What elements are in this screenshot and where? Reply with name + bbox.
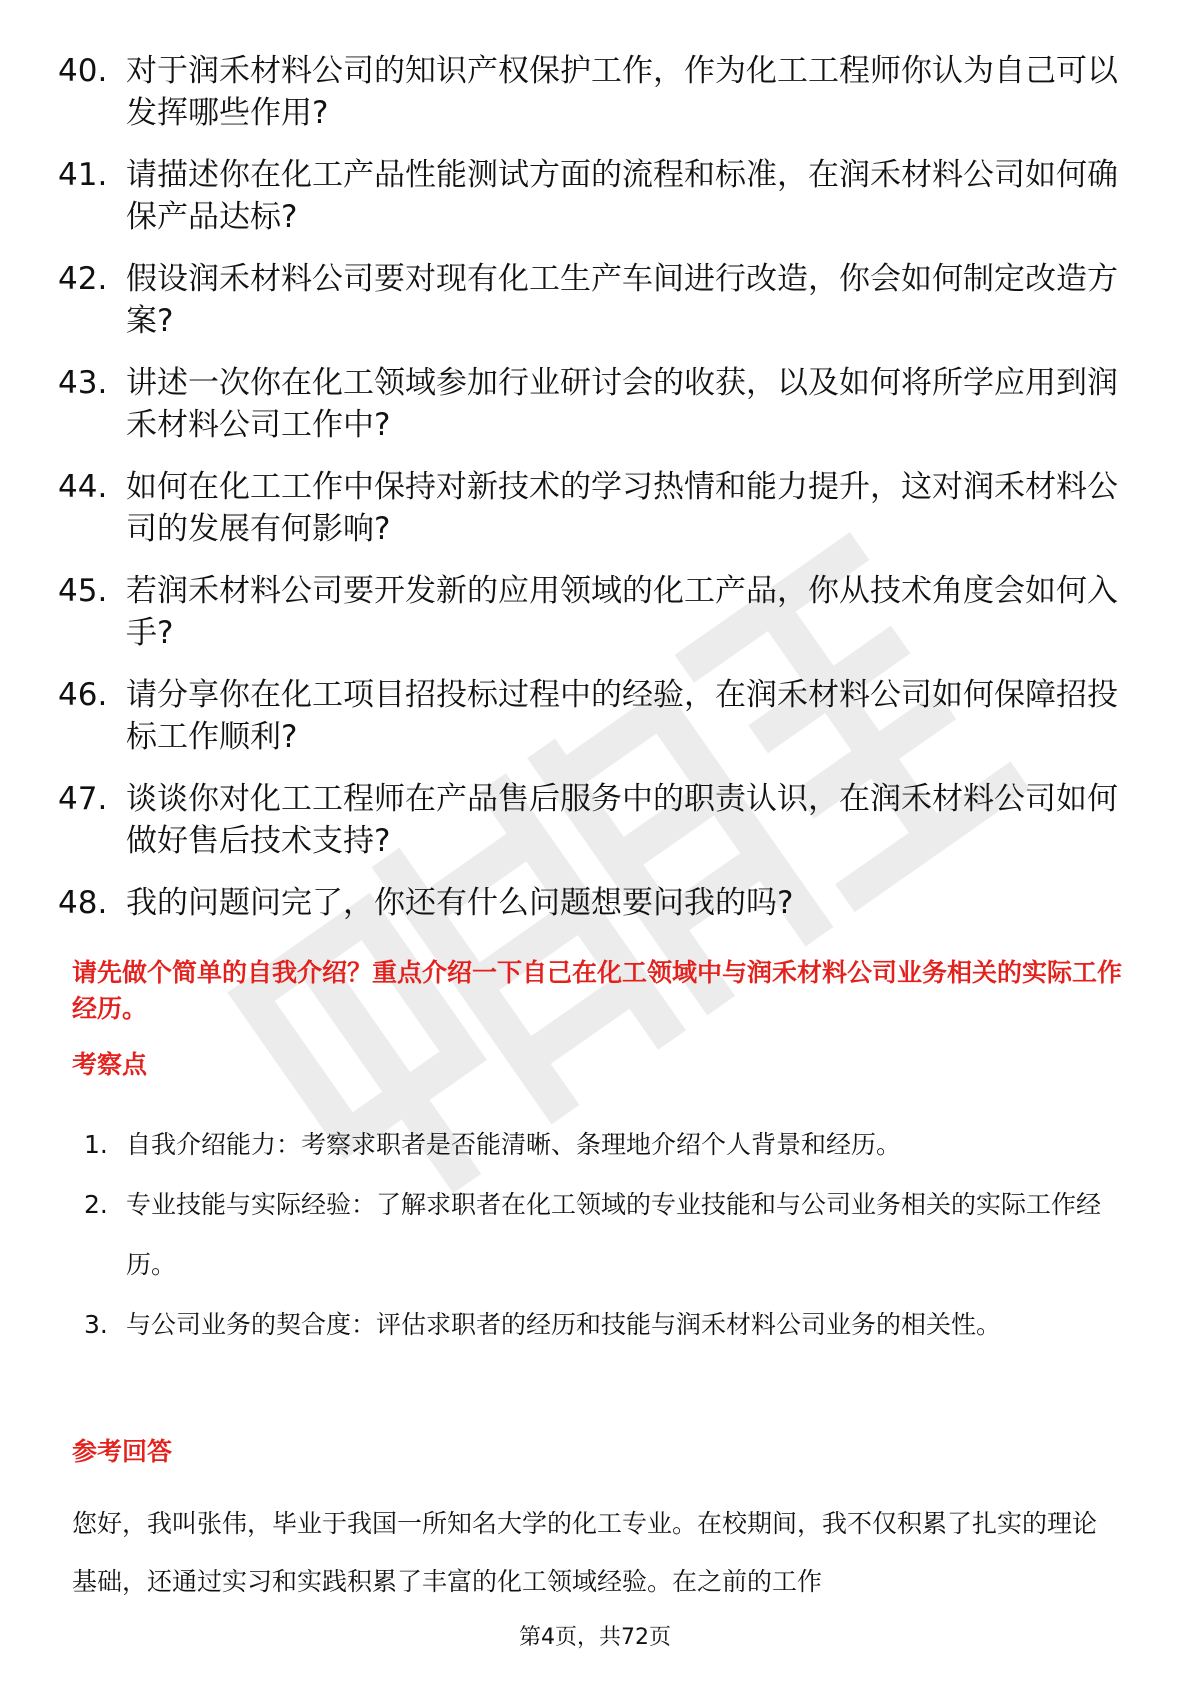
question-number: 40. bbox=[58, 53, 108, 89]
question-text: 对于润禾材料公司的知识产权保护工作，作为化工工程师你认为自己可以发挥哪些作用? bbox=[126, 53, 1118, 131]
question-number: 43. bbox=[58, 365, 108, 401]
point-item bbox=[84, 1295, 1124, 1355]
question-number: 47. bbox=[58, 781, 108, 817]
question-number: 42. bbox=[58, 261, 108, 297]
question-item bbox=[58, 50, 1118, 134]
question-number: 41. bbox=[58, 157, 108, 193]
question-item bbox=[58, 258, 1118, 342]
point-number: 1. bbox=[84, 1130, 108, 1159]
answer-paragraph: 您好，我叫张伟，毕业于我国一所知名大学的化工专业。在校期间，我不仅积累了扎实的理论基础，还通过实习和实践积累了丰富的化工领域经验。在之前的工作 bbox=[72, 1509, 1098, 1596]
question-item bbox=[58, 882, 1118, 924]
point-item bbox=[84, 1115, 1124, 1175]
question-text: 假设润禾材料公司要对现有化工生产车间进行改造，你会如何制定改造方案? bbox=[126, 261, 1118, 339]
points-list bbox=[84, 1115, 1124, 1355]
question-item bbox=[58, 570, 1118, 654]
point-text: 与公司业务的契合度：评估求职者的经历和技能与润禾材料公司业务的相关性。 bbox=[126, 1310, 1002, 1339]
page-footer: 第4页，共72页 bbox=[519, 1625, 671, 1650]
point-number: 2. bbox=[84, 1190, 108, 1219]
points-heading: 考察点 bbox=[72, 1050, 148, 1079]
point-text: 专业技能与实际经验：了解求职者在化工领域的专业技能和与公司业务相关的实际工作经历。 bbox=[126, 1190, 1102, 1279]
question-text: 若润禾材料公司要开发新的应用领域的化工产品，你从技术角度会如何入手? bbox=[126, 573, 1118, 651]
question-list bbox=[58, 50, 1118, 944]
question-text: 讲述一次你在化工领域参加行业研讨会的收获，以及如何将所学应用到润禾材料公司工作中? bbox=[126, 365, 1118, 443]
featured-question: 请先做个简单的自我介绍？重点介绍一下自己在化工领域中与润禾材料公司业务相关的实际工作经历。 bbox=[72, 958, 1123, 1023]
question-item bbox=[58, 466, 1118, 550]
question-item bbox=[58, 674, 1118, 758]
point-number: 3. bbox=[84, 1310, 108, 1339]
question-text: 请描述你在化工产品性能测试方面的流程和标准，在润禾材料公司如何确保产品达标? bbox=[126, 157, 1118, 235]
question-item bbox=[58, 154, 1118, 238]
question-text: 如何在化工工作中保持对新技术的学习热情和能力提升，这对润禾材料公司的发展有何影响? bbox=[126, 469, 1118, 547]
question-number: 46. bbox=[58, 677, 108, 713]
answer-heading: 参考回答 bbox=[72, 1437, 173, 1466]
point-item bbox=[84, 1175, 1124, 1295]
point-text: 自我介绍能力：考察求职者是否能清晰、条理地介绍个人背景和经历。 bbox=[126, 1130, 902, 1159]
question-number: 44. bbox=[58, 469, 108, 505]
question-number: 45. bbox=[58, 573, 108, 609]
question-text: 请分享你在化工项目招投标过程中的经验，在润禾材料公司如何保障招投标工作顺利? bbox=[126, 677, 1118, 755]
question-number: 48. bbox=[58, 885, 108, 921]
question-item bbox=[58, 362, 1118, 446]
question-item bbox=[58, 778, 1118, 862]
question-text: 我的问题问完了，你还有什么问题想要问我的吗? bbox=[126, 885, 794, 921]
question-text: 谈谈你对化工工程师在产品售后服务中的职责认识，在润禾材料公司如何做好售后技术支持? bbox=[126, 781, 1118, 859]
